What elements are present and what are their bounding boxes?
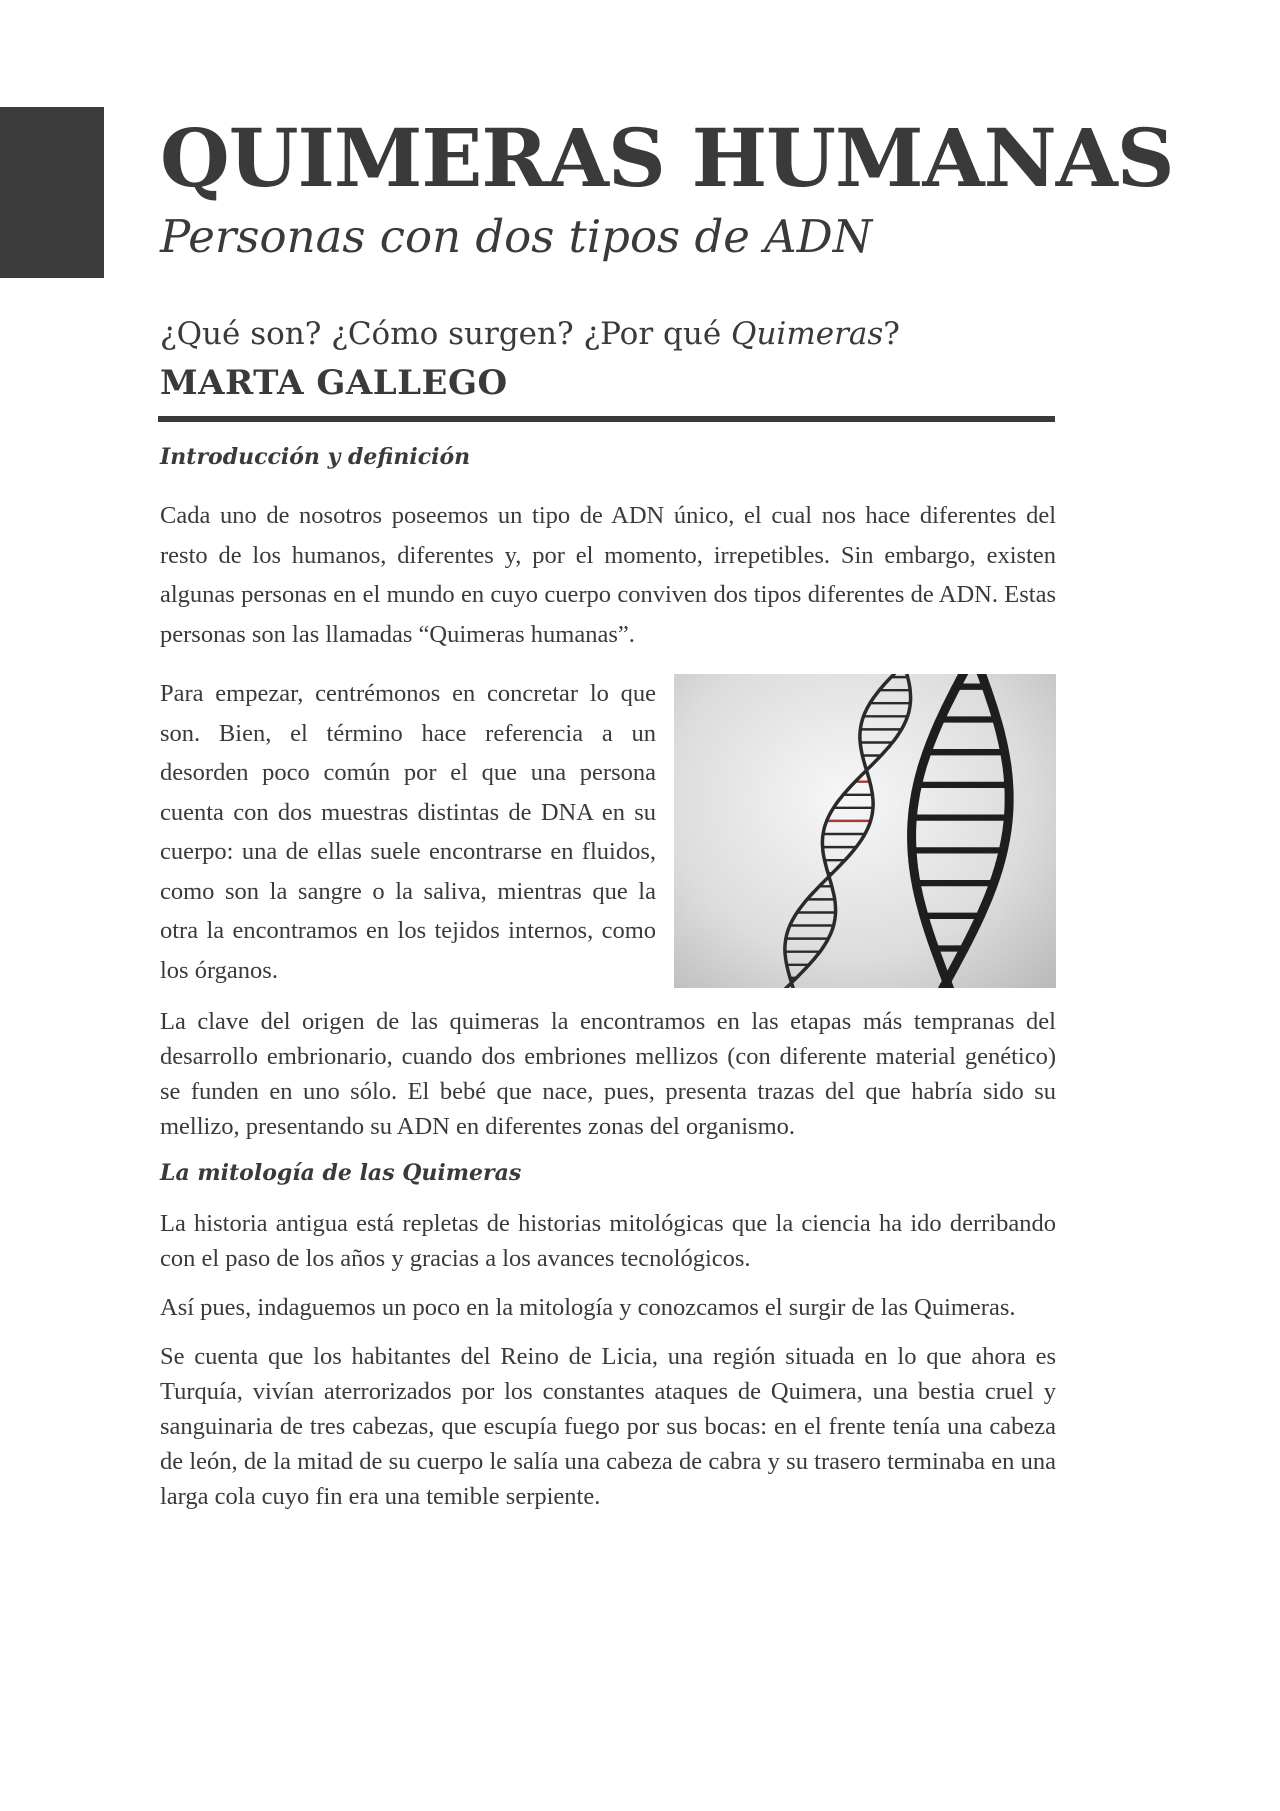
header-divider (158, 416, 1055, 422)
definition-block (160, 674, 1056, 990)
questions-prefix: ¿Qué son? ¿Cómo surgen? ¿Por qué (160, 316, 732, 352)
dna-strand (771, 674, 911, 988)
origin-paragraph: La clave del origen de las quimeras la encontramos en las etapas más tempranas del desarrollo embrionario, cuando dos embriones mellizos (con diferente material genético) se funden en uno sólo. El bebé que nace, pues, presenta trazas del que habría sido su mellizo, presentando su ADN en diferentes zonas del organismo. (160, 1008, 1056, 1140)
questions-line (160, 316, 1056, 352)
document-page (160, 111, 1174, 1514)
dna-strand (785, 674, 904, 988)
page-title: QUIMERAS HUMANAS (160, 111, 1174, 205)
questions-emphasis: Quimeras (731, 316, 884, 352)
questions-suffix: ? (883, 316, 900, 352)
dna-back-helix (912, 674, 1010, 988)
mythology-paragraph-1: La historia antigua está repletas de historias mitológicas que la ciencia ha ido derribando con el paso de los años y gracias a los avances tecnológicos. (160, 1210, 1056, 1272)
mythology-paragraph-2: Así pues, indaguemos un poco en la mitología y conozcamos el surgir de las Quimeras. (160, 1294, 1016, 1321)
dna-front-helix (771, 674, 911, 988)
mythology-paragraph-3: Se cuenta que los habitantes del Reino de Licia, una región situada en lo que ahora es Turquía, vivían aterrorizados por los constantes ataques de Quimera, una bestia cruel y sanguinaria de tres cabezas, que escupía fuego por sus bocas: en el frente tenía una cabeza de león, de la mitad de su cuerpo le salía una cabeza de cabra y su trasero terminaba en una larga cola cuyo fin era una temible serpiente. (160, 1343, 1056, 1510)
intro-heading: Introducción y definición (160, 444, 471, 470)
dna-helix-icon (674, 674, 1056, 988)
mythology-heading: La mitología de las Quimeras (160, 1160, 522, 1186)
definition-paragraph: Para empezar, centrémonos en concretar lo que son. Bien, el término hace referencia a un desorden poco común por el que una persona cuenta con dos muestras distintas de DNA en su cuerpo: una de ellas suele encontrarse en fluidos, como son la sangre o la saliva, mientras que la otra la encontramos en los tejidos internos, como los órganos. (160, 680, 656, 984)
page-subtitle: Personas con dos tipos de ADN (160, 210, 873, 263)
author-name: MARTA GALLEGO (160, 363, 508, 403)
side-accent-block (0, 107, 104, 278)
intro-paragraph: Cada uno de nosotros poseemos un tipo de ADN único, el cual nos hace diferentes del resto de los humanos, diferentes y, por el momento, irrepetibles. Sin embargo, existen algunas personas en el mundo en cuyo cuerpo conviven dos tipos diferentes de ADN. Estas personas son las llamadas “Quimeras humanas”. (160, 502, 1056, 648)
dna-helix-image (674, 674, 1056, 988)
